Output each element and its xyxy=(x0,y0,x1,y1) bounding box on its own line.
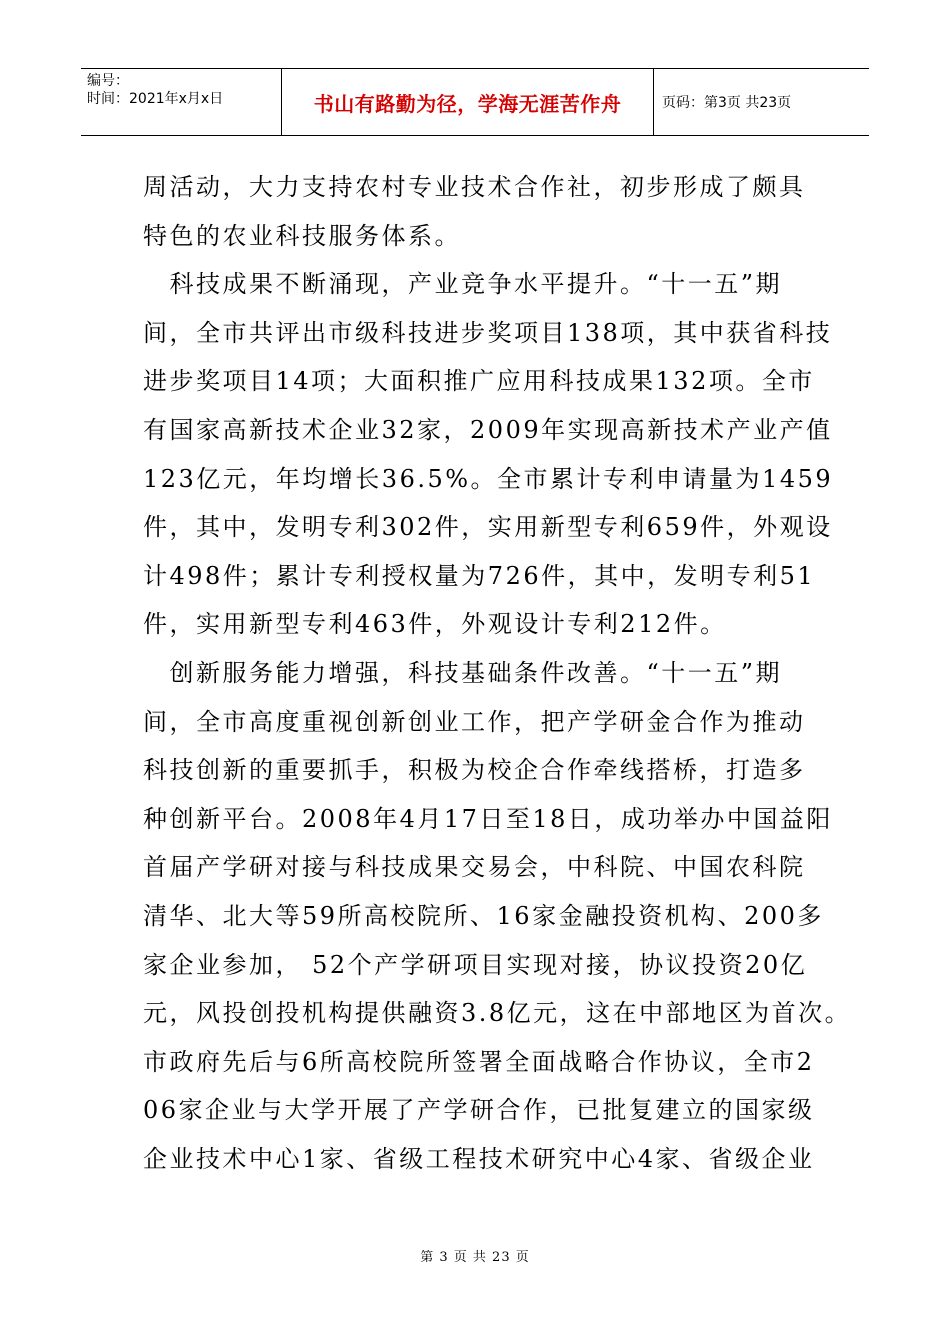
body-line: 特色的农业科技服务体系。 xyxy=(143,221,461,250)
body-line: 间，全市高度重视创新创业工作，把产学研金合作为推动 xyxy=(143,707,806,736)
body-line: 种创新平台。2008年4月17日至18日，成功举办中国益阳 xyxy=(143,804,833,833)
header-motto: 书山有路勤为径，学海无涯苦作舟 xyxy=(282,69,654,135)
body-line: 周活动，大力支持农村专业技术合作社，初步形成了颇具 xyxy=(143,173,806,201)
header-meta xyxy=(81,69,282,135)
body-line: 科技创新的重要抓手，积极为校企合作牵线搭桥，打造多 xyxy=(143,756,806,785)
body-line: 创新服务能力增强，科技基础条件改善。“十一五”期 xyxy=(143,658,783,687)
body-line: 06家企业与大学开展了产学研合作，已批复建立的国家级 xyxy=(143,1096,815,1125)
body-line: 企业技术中心1家、省级工程技术研究中心4家、省级企业 xyxy=(143,1144,815,1173)
document-body xyxy=(143,163,852,1183)
body-line: 家企业参加， 52个产学研项目实现对接，协议投资20亿 xyxy=(143,950,808,979)
page-header xyxy=(81,68,869,136)
body-line: 进步奖项目14项；大面积推广应用科技成果132项。全市 xyxy=(143,367,815,396)
body-line: 件，实用新型专利463件，外观设计专利212件。 xyxy=(143,610,727,639)
body-line: 清华、北大等59所高校院所、16家金融投资机构、200多 xyxy=(143,901,824,930)
body-line: 元，风投创投机构提供融资3.8亿元，这在中部地区为首次。 xyxy=(143,999,852,1028)
body-line: 首届产学研对接与科技成果交易会，中科院、中国农科院 xyxy=(143,853,806,882)
body-line: 科技成果不断涌现，产业竞争水平提升。“十一五”期 xyxy=(143,270,783,299)
body-line: 计498件；累计专利授权量为726件，其中，发明专利51 xyxy=(143,561,816,590)
serial-label: 编号： xyxy=(87,73,129,89)
body-line: 市政府先后与6所高校院所签署全面战略合作协议，全市2 xyxy=(143,1047,815,1076)
body-line: 间，全市共评出市级科技进步奖项目138项，其中获省科技 xyxy=(143,318,833,347)
body-line: 件，其中，发明专利302件，实用新型专利659件，外观设 xyxy=(143,513,833,542)
header-page-info: 页码：第3页 共23页 xyxy=(662,95,792,111)
body-line: 有国家高新技术企业32家，2009年实现高新技术产业产值 xyxy=(143,415,833,444)
body-line: 123亿元，年均增长36.5%。全市累计专利申请量为1459 xyxy=(143,464,834,493)
time-label: 时间：2021年x月x日 xyxy=(87,91,224,107)
page-footer: 第 3 页 共 23 页 xyxy=(420,1250,530,1265)
